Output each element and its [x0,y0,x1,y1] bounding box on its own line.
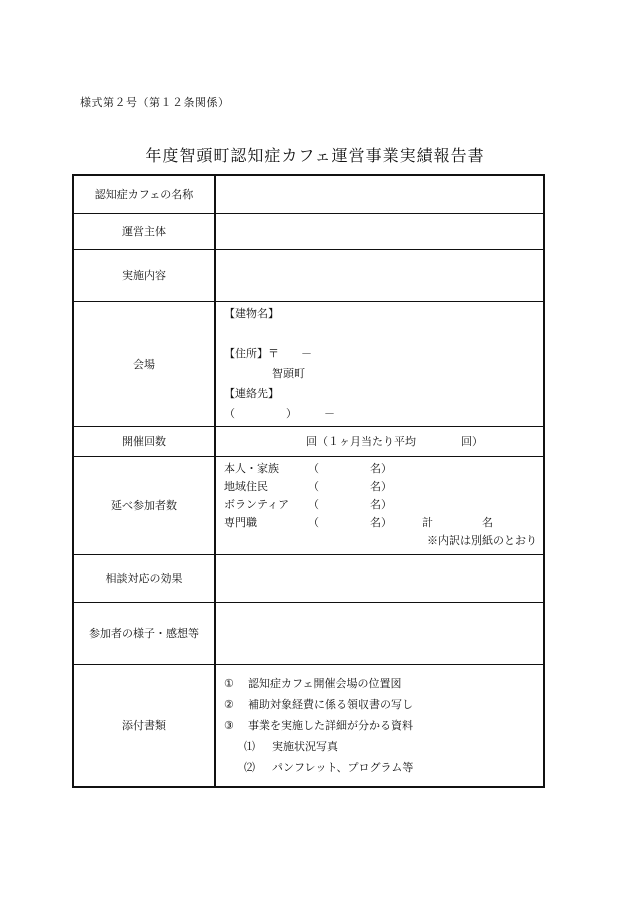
attachment-item: ① 認知症カフェ開催会場の位置図 [224,676,402,690]
participant-category: 専門職 （ 名） 計 名 [224,514,543,532]
venue-field[interactable] [215,301,544,426]
venue-label: 会場 [73,301,215,426]
attachment-subitem: ⑵ パンフレット、プログラム等 [244,760,414,774]
impressions-label: 参加者の様子・感想等 [73,602,215,664]
frequency-text-before: 回（１ヶ月当たり平均 [306,435,416,448]
document-title: 年度智頭町認知症カフェ運営事業実績報告書 [145,146,485,165]
form-number: 様式第２号（第１２条関係） [80,96,230,109]
participant-category: ボランティア （ 名） [224,498,392,511]
operator-label: 運営主体 [73,213,215,249]
contact-label: 【連絡先】 [224,386,279,400]
frequency-text-after: 回） [461,435,483,448]
impressions-field[interactable] [215,602,544,664]
row-participants [73,456,544,554]
content-field[interactable] [215,249,544,301]
row-cafe-name [73,175,544,213]
row-attachments [73,664,544,787]
phone-paren-close: ） [286,406,297,420]
participants-label: 延べ参加者数 [73,456,215,554]
cafe-name-label: 認知症カフェの名称 [73,175,215,213]
town-name: 智頭町 [272,366,305,380]
building-label: 【建物名】 [224,306,279,320]
report-table [72,174,545,788]
postal-dash: － [301,346,312,360]
row-effect [73,554,544,602]
participants-field[interactable] [215,456,544,554]
attachment-subitem: ⑴ 実施状況写真 [244,739,338,753]
attachments-field [215,664,544,787]
effect-label: 相談対応の効果 [73,554,215,602]
cafe-name-field[interactable] [215,175,544,213]
address-label: 【住所】〒 [224,346,279,360]
operator-field[interactable] [215,213,544,249]
total-label: 計 [422,516,433,529]
row-operator [73,213,544,249]
total-unit: 名 [482,516,493,529]
frequency-field[interactable] [215,426,544,456]
row-venue [73,301,544,426]
attachments-label: 添付書類 [73,664,215,787]
participant-category: 本人・家族 （ 名） [224,462,392,475]
effect-field[interactable] [215,554,544,602]
row-impressions [73,602,544,664]
phone-paren-open: （ [224,406,235,420]
row-frequency [73,426,544,456]
frequency-label: 開催回数 [73,426,215,456]
content-label: 実施内容 [73,249,215,301]
participant-category: 地域住民 （ 名） [224,480,392,493]
phone-dash: － [324,406,335,420]
row-content [73,249,544,301]
attachment-item: ② 補助対象経費に係る領収書の写し [224,697,413,711]
attachment-item: ③ 事業を実施した詳細が分かる資料 [224,718,413,732]
breakdown-note: ※内訳は別紙のとおり [427,534,537,547]
